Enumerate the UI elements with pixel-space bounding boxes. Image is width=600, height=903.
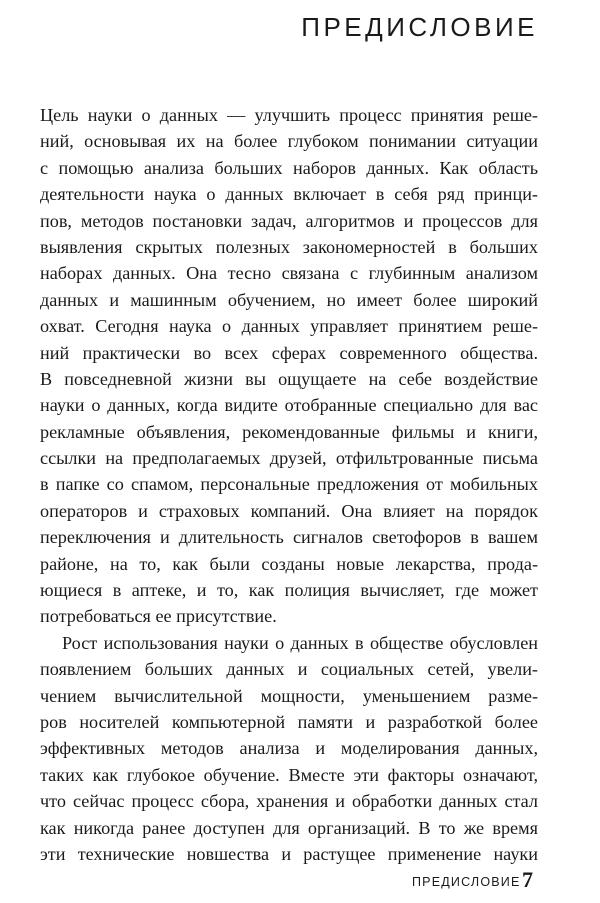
text-line: как никогда ранее доступен для организаций. В то же время (40, 817, 538, 838)
text-line: выявления скрытых полезных закономерностей в больших (40, 236, 538, 257)
paragraph-1 (40, 102, 538, 630)
text-line: эффективных методов анализа и моделирования данных, (40, 738, 538, 759)
text-line: появлением больших данных и социальных сетей, увели- (40, 659, 538, 680)
text-line: чением вычислительной мощности, уменьшением разме- (40, 685, 538, 706)
paragraph-2 (40, 630, 538, 868)
text-line: операторов и страховых компаний. Она влияет на порядок (40, 500, 538, 521)
text-line: ров носителей компьютерной памяти и разработкой более (40, 711, 538, 732)
text-line: ний, основывая их на более глубоком понимании ситуации (40, 131, 538, 152)
text-line: рекламные объявления, рекомендованные фильмы и книги, (40, 421, 538, 442)
text-line: с помощью анализа больших наборов данных. Как область (40, 157, 538, 178)
text-line: Цель науки о данных — улучшить процесс принятия реше- (40, 105, 538, 125)
body-text (40, 102, 538, 867)
page-heading: ПРЕДИСЛОВИЕ (301, 12, 538, 42)
page-footer (0, 866, 600, 896)
text-line: охват. Сегодня наука о данных управляет принятием реше- (40, 316, 538, 337)
text-line: В повседневной жизни вы ощущаете на себе воздействие (40, 368, 538, 389)
text-line: Рост использования науки о данных в обществе обусловлен (62, 632, 538, 653)
text-line: пов, методов постановки задач, алгоритмов и процессов для (40, 210, 538, 231)
text-line: наборах данных. Она тесно связана с глубинным анализом (40, 263, 538, 284)
text-line: деятельности наука о данных включает в себя ряд принци- (40, 184, 538, 205)
text-line: таких как глубокое обучение. Вместе эти факторы означают, (40, 764, 538, 785)
text-line: ссылки на предполагаемых друзей, отфильтрованные письма (40, 448, 538, 469)
running-head: ПРЕДИСЛОВИЕ (412, 875, 521, 889)
text-line: эти технические новшества и растущее применение науки (40, 843, 538, 864)
text-line: науки о данных, когда видите отобранные специально для вас (40, 395, 538, 416)
text-line: данных и машинным обучением, но имеет более широкий (40, 289, 538, 310)
text-line: переключения и длительность сигналов светофоров в вашем (40, 527, 538, 548)
text-line: ющиеся в аптеке, и то, как полиция вычисляет, где может (40, 580, 538, 601)
text-line: что сейчас процесс сбора, хранения и обработки данных стал (40, 791, 538, 812)
text-line: потребоваться ее присутствие. (40, 606, 277, 627)
text-line: районе, на то, как были созданы новые лекарства, прода- (40, 553, 538, 574)
page-number: 7 (522, 867, 533, 892)
text-line: ний практически во всех сферах современного общества. (40, 342, 538, 363)
text-line: в папке со спамом, персональные предложения от мобильных (40, 474, 538, 495)
